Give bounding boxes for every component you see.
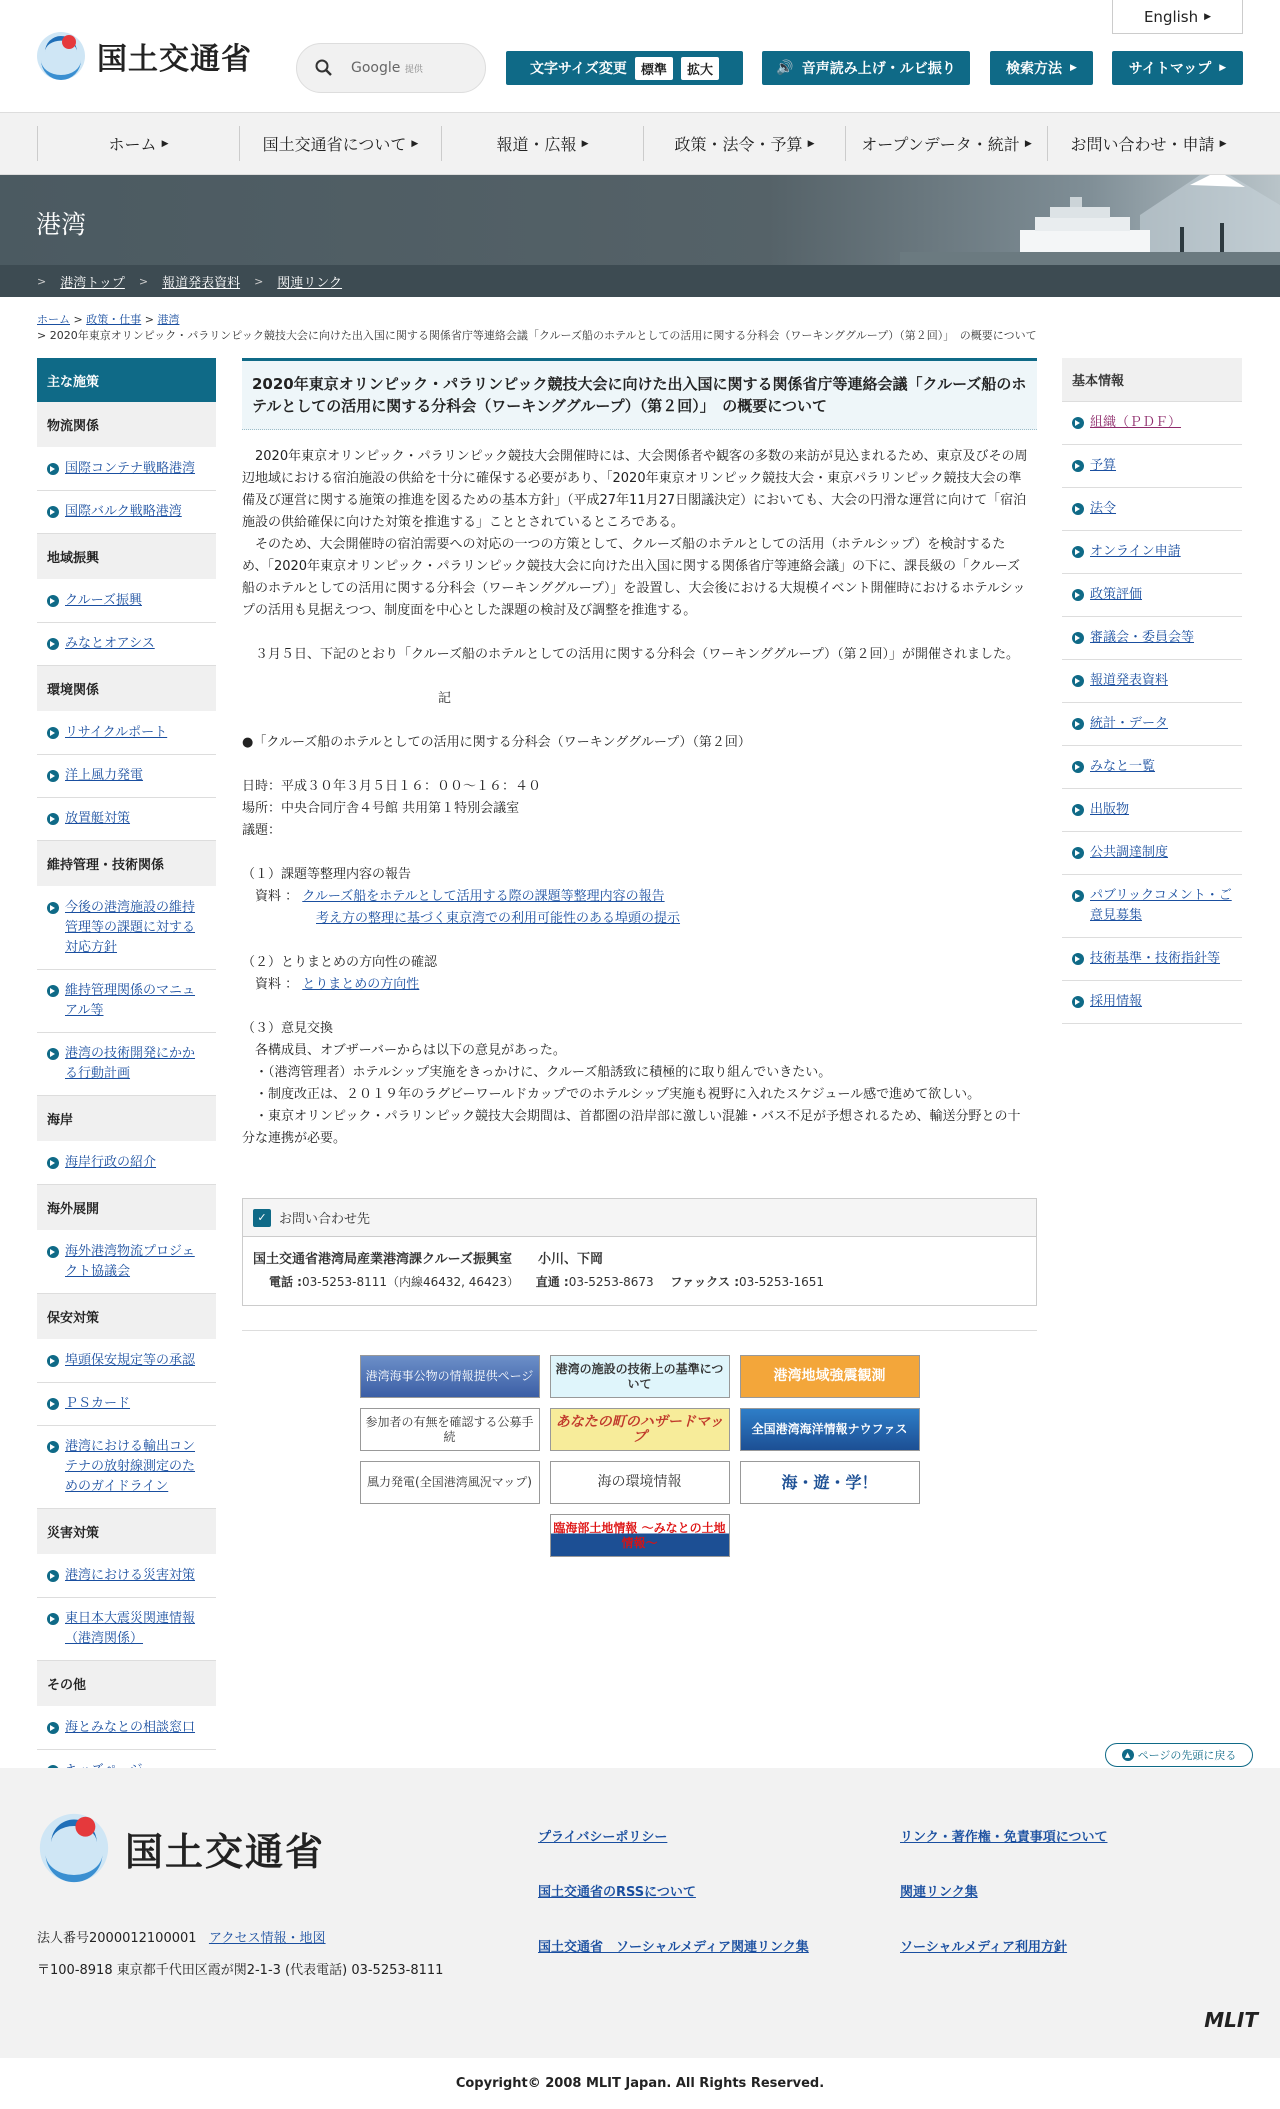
text-size-large-button[interactable]: 拡大 (681, 57, 719, 80)
materials-row (242, 974, 1029, 996)
sidebar-item[interactable] (37, 755, 216, 798)
sidebar-item[interactable] (1062, 574, 1242, 617)
banner-link[interactable] (550, 1514, 730, 1557)
sidebar-item[interactable] (37, 1142, 216, 1185)
footer-link[interactable]: リンク・著作権・免責事項について (900, 1830, 1108, 1845)
main-content (242, 358, 1037, 1557)
logo-text: 国土交通省 (97, 42, 252, 77)
paragraph: 2020年東京オリンピック・パラリンピック競技大会開催時には、大会関係者や観客の多数の来訪が見込まれるため、東京及びその周辺地域における宿泊施設の供給を十分に確保する必要があり、「2020年東京オリンピック競技大会・東京パラリンピック競技大会の準備及び運営に関する施策の推進を図るための基本方針」（平成27年11月27日閣議決定）においても、大会の円滑な運営に向けて「宿泊施設の供給確保に向けた対策を推進する」こととされているところである。 (242, 449, 1028, 530)
footer-link[interactable]: 国土交通省 ソーシャルメディア関連リンク集 (538, 1940, 809, 1955)
arrow-right-icon: ▶ (1070, 63, 1077, 73)
footer-link[interactable]: 関連リンク集 (900, 1885, 978, 1900)
tel-label: 電話 : (269, 1275, 302, 1289)
sidebar-item[interactable] (1062, 402, 1242, 445)
sidebar-link[interactable]: 港湾における災害対策 (65, 1568, 196, 1583)
copyright: Copyright© 2008 MLIT Japan. All Rights Reserved. (455, 2076, 825, 2091)
sidebar-item[interactable] (1062, 981, 1242, 1024)
section-banner (0, 175, 1280, 265)
sidebar-link[interactable]: 公共調達制度 (1090, 845, 1169, 860)
sidebar-link[interactable]: 東日本大震災関連情報（港湾関係） (65, 1611, 196, 1646)
site-logo[interactable] (35, 30, 252, 82)
text-size-control (506, 51, 743, 85)
sidebar-link[interactable]: みなと一覧 (1090, 759, 1156, 774)
page-title: 2020年東京オリンピック・パラリンピック競技大会に向けた出入国に関する関係省庁等連絡会議「クルーズ船のホテルとしての活用に関する分科会（ワーキンググループ）（第２回）」 の概要について (242, 358, 1037, 430)
sidebar-link[interactable]: 統計・データ (1090, 716, 1169, 731)
sidebar-link[interactable]: 港湾の技術開発にかかる行動計画 (65, 1046, 196, 1081)
paragraph: そのため、大会開催時の宿泊需要への対応の一つの方策として、クルーズ船のホテルとしての活用（ホテルシップ）を検討するため、「2020年東京オリンピック・パラリンピック競技大会に向けた出入国に関する関係省庁等連絡会議」の下に、課長級の「クルーズ船のホテルとしての活用に関する分科会（ワーキンググループ）」を設置し、大会後における大規模イベント開催時におけるホテルシップの活用も見据えつつ、制度面を中心とした課題の検討及び調整を推進する。 (242, 537, 1026, 618)
opinion: ・制度改正は、２０１９年のラグビーワールドカップでのホテルシップ実施も視野に入れたスケジュール感で進めて欲しい。 (242, 1087, 981, 1102)
direct-label: 直通 : (535, 1275, 569, 1289)
banner-link[interactable] (360, 1461, 540, 1504)
sidebar-category: 保安対策 (37, 1294, 216, 1340)
subnav-press[interactable]: 報道発表資料 (162, 275, 241, 291)
banner-label: あなたの町のハザードマップ (555, 1413, 724, 1445)
breadcrumb-policy[interactable]: 政策・仕事 (86, 313, 142, 326)
banner-label: 全国港湾海洋情報ナウファス (751, 1422, 908, 1436)
contact-box (242, 1198, 1037, 1306)
arrow-right-icon: ▶ (581, 138, 589, 149)
sidebar-item[interactable] (1062, 531, 1242, 574)
sidebar-item[interactable] (1062, 703, 1242, 746)
right-sidebar (1062, 358, 1242, 1024)
opinion: ・（港湾管理者）ホテルシップ実施をきっかけに、クルーズ船誘致に積極的に取り組んでいきたい。 (242, 1065, 832, 1080)
text-size-label: 文字サイズ変更 (530, 61, 627, 77)
sidebar-item[interactable] (37, 1033, 216, 1096)
footer-logo[interactable] (37, 1808, 325, 1888)
breadcrumb: ホーム > 政策・仕事 > 港湾 > 2020年東京オリンピック・パラリンピック競技大会に向けた出入国に関する関係省庁等連絡会議「クルーズ船のホテルとしての活用に関する分科会（ワーキンググループ）（第２回）」 の概要について (37, 313, 1037, 342)
sidebar-item[interactable] (37, 1598, 216, 1661)
contact-head-label: お問い合わせ先 (279, 1212, 371, 1227)
arrow-right-icon: ▶ (161, 138, 169, 149)
sidebar-link[interactable]: 政策評価 (1090, 587, 1143, 602)
sidebar-item[interactable] (37, 491, 216, 534)
banner-label: 港湾海事公物の情報提供ページ (365, 1369, 534, 1383)
left-sidebar-head: 主な施策 (37, 358, 216, 402)
nav-label: オープンデータ・統計 (861, 135, 1020, 154)
opinion: 各構成員、オブザーバーからは以下の意見があった。 (242, 1043, 566, 1058)
banner-label: 風力発電(全国港湾風況マップ) (367, 1475, 532, 1489)
chevron-icon: > (138, 274, 149, 288)
banner-link[interactable] (740, 1408, 920, 1451)
sidebar-item[interactable] (1062, 488, 1242, 531)
sidebar-link[interactable]: 維持管理関係のマニュアル等 (65, 983, 196, 1018)
materials-label: 資料 ： (242, 889, 299, 904)
sidebar-link[interactable]: 予算 (1090, 458, 1117, 473)
sitemap-label: サイトマップ (1128, 61, 1212, 77)
sidebar-link[interactable]: パブリックコメント・ご意見募集 (1090, 888, 1232, 923)
sidebar-item[interactable] (1062, 445, 1242, 488)
address: 〒100-8918 東京都千代田区霞が関2-1-3 (代表電話) 03-5253-8111 (37, 1963, 444, 1978)
sidebar-link[interactable]: 洋上風力発電 (65, 768, 144, 783)
access-link[interactable]: アクセス情報・地図 (208, 1931, 326, 1946)
material-link[interactable]: クルーズ船をホテルとして活用する際の課題等整理内容の報告 (302, 889, 665, 904)
fax-value: 03-5253-1651 (739, 1275, 825, 1289)
sidebar-link[interactable]: 国際コンテナ戦略港湾 (65, 461, 196, 476)
banner-link[interactable] (550, 1355, 730, 1398)
materials-row (242, 908, 1029, 930)
arrow-right-icon: ▶ (411, 138, 419, 149)
sidebar-item[interactable] (1062, 660, 1242, 703)
sidebar-link[interactable]: 技術基準・技術指針等 (1090, 951, 1221, 966)
sidebar-link[interactable]: 出版物 (1090, 802, 1130, 817)
sidebar-link[interactable]: 海とみなとの相談窓口 (65, 1720, 196, 1735)
sidebar-category: 地域振興 (37, 534, 216, 580)
search-howto-button[interactable] (990, 51, 1093, 85)
opinion: ・東京オリンピック・パラリンピック競技大会期間は、首都圏の沿岸部に激しい混雑・バス不足が予想されるため、輸送分野との十分な連携が必要。 (242, 1109, 1021, 1146)
page-top-button[interactable] (1105, 1743, 1253, 1767)
sitemap-button[interactable] (1112, 51, 1243, 85)
sidebar-item[interactable] (37, 712, 216, 755)
search-provider (351, 60, 423, 76)
sidebar-item[interactable] (37, 580, 216, 623)
arrow-right-icon: ▶ (1219, 138, 1227, 149)
sidebar-link[interactable]: 海岸行政の紹介 (65, 1155, 157, 1170)
section-subnav (0, 265, 1280, 297)
arrow-right-icon: ▶ (1204, 11, 1212, 22)
sidebar-link[interactable]: みなとオアシス (65, 636, 155, 651)
sidebar-link[interactable]: 港湾における輸出コンテナの放射線測定のためのガイドライン (65, 1439, 196, 1494)
mlit-logo-icon (37, 1808, 111, 1888)
ki-label: 記 (438, 691, 452, 706)
sidebar-item[interactable] (37, 798, 216, 841)
sidebar-link[interactable]: 放置艇対策 (65, 811, 131, 826)
sidebar-item[interactable] (37, 1707, 216, 1750)
speaker-icon: 🔊 (776, 60, 794, 76)
corp-number: 法人番号2000012100001 (37, 1931, 197, 1946)
nav-label: ホーム (108, 135, 157, 154)
chevron-icon: > (37, 274, 47, 288)
subnav-port-top[interactable]: 港湾トップ (60, 275, 125, 291)
arrow-right-icon: ▶ (1024, 138, 1032, 149)
subnav-links[interactable]: 関連リンク (277, 275, 343, 291)
agenda-item: （３）意見交換 (242, 1021, 334, 1036)
nav-label: お問い合わせ・申請 (1070, 135, 1215, 154)
chevron-icon: > (254, 274, 264, 288)
sidebar-link[interactable]: 海外港湾物流プロジェクト協議会 (65, 1244, 195, 1279)
sidebar-item[interactable] (1062, 938, 1242, 981)
contact-head (243, 1199, 1036, 1237)
nav-label: 報道・広報 (496, 135, 577, 154)
agenda-item: （１）課題等整理内容の報告 (242, 867, 412, 882)
contact-body (243, 1237, 1036, 1305)
nav-label: 国土交通省について (262, 135, 407, 154)
sidebar-link[interactable]: 報道発表資料 (1090, 673, 1169, 688)
banner-label: 臨海部土地情報 〜みなとの土地情報〜 (553, 1520, 726, 1550)
sidebar-category: 災害対策 (37, 1509, 216, 1555)
nav-label: 政策・法令・予算 (674, 135, 803, 154)
google-label: Google (351, 60, 401, 76)
meeting-place: 場所：中央合同庁舎４号館 共用第１特別会議室 (242, 801, 520, 816)
banner-link[interactable] (740, 1461, 920, 1504)
sidebar-category: その他 (37, 1661, 216, 1707)
howto-label: 検索方法 (1006, 61, 1063, 77)
sidebar-link[interactable]: 法令 (1090, 501, 1117, 516)
banner-link[interactable] (740, 1355, 920, 1398)
provider-label: 提供 (404, 65, 423, 75)
direct-value: 03-5253-8673 (568, 1275, 654, 1289)
material-link[interactable]: 考え方の整理に基づく東京湾での利用可能性のある埠頭の提示 (316, 911, 681, 926)
tel-value: 03-5253-8111（内線46432, 46423） (301, 1275, 519, 1289)
banner-grid (242, 1330, 1037, 1557)
voice-label: 音声読み上げ・ルビ振り (801, 61, 956, 77)
english-label: English (1143, 7, 1199, 26)
materials-row (242, 886, 1029, 908)
materials-label: 資料 ： (242, 977, 299, 992)
footer-info (37, 1923, 443, 1987)
nav-about[interactable] (239, 126, 441, 161)
sidebar-item[interactable] (37, 1383, 216, 1426)
banner-link[interactable] (360, 1408, 540, 1451)
banner-label: 港湾地域強震観測 (773, 1368, 886, 1384)
section-title: 港湾 (36, 210, 87, 239)
right-sidebar-head: 基本情報 (1062, 358, 1242, 402)
sidebar-item[interactable] (1062, 832, 1242, 875)
global-nav (0, 112, 1280, 175)
sidebar-category: 維持管理・技術関係 (37, 841, 216, 887)
sidebar-item[interactable] (37, 623, 216, 666)
sidebar-item[interactable] (1062, 617, 1242, 660)
sidebar-item[interactable] (1062, 875, 1242, 938)
footer-logo-text: 国土交通省 (125, 1829, 326, 1874)
footer-link[interactable]: プライバシーポリシー (538, 1830, 668, 1845)
sidebar-link[interactable]: オンライン申請 (1090, 544, 1181, 559)
sidebar-item[interactable] (37, 1555, 216, 1598)
site-header (0, 0, 1280, 112)
text-size-normal-button[interactable]: 標準 (635, 57, 673, 80)
sidebar-link[interactable]: 今後の港湾施設の維持管理等の課題に対する対応方針 (65, 900, 196, 955)
sidebar-item[interactable] (37, 1426, 216, 1509)
article-body (242, 430, 1037, 1150)
meeting-date: 日時：平成３０年３月５日１６：００～１６：４０ (242, 779, 542, 794)
sidebar-link[interactable]: 組織（ＰＤＦ） (1090, 415, 1182, 430)
nav-press[interactable] (441, 126, 643, 161)
sidebar-category: 海岸 (37, 1096, 216, 1142)
sidebar-item[interactable] (1062, 789, 1242, 832)
nav-home[interactable] (37, 126, 239, 161)
contact-numbers (253, 1271, 1026, 1293)
breadcrumb-port[interactable]: 港湾 (157, 313, 180, 326)
banner-label: 港湾の施設の技術上の基準について (555, 1361, 724, 1391)
footer-links (538, 1826, 1200, 1955)
banner-link[interactable] (550, 1461, 730, 1504)
arrow-up-icon: ▲ (1122, 1749, 1134, 1761)
contact-org: 国土交通省港湾局産業港湾課クルーズ振興室 小川、下岡 (253, 1252, 603, 1267)
phone-icon: ✓ (253, 1209, 271, 1227)
sidebar-item[interactable] (1062, 746, 1242, 789)
banner-link[interactable] (360, 1355, 540, 1398)
banner-label: 海・遊・学！ (781, 1473, 878, 1492)
sidebar-item[interactable] (37, 970, 216, 1033)
sidebar-category: 海外展開 (37, 1185, 216, 1231)
sidebar-link[interactable]: 採用情報 (1090, 994, 1143, 1009)
search-icon (315, 59, 333, 77)
sidebar-category: 物流関係 (37, 402, 216, 448)
footer-link[interactable]: 国土交通省のRSSについて (538, 1885, 696, 1900)
banner-label: 海の環境情報 (597, 1474, 682, 1490)
nav-contact[interactable] (1047, 126, 1249, 161)
search-box[interactable] (296, 43, 486, 93)
sidebar-link[interactable]: クルーズ振興 (65, 593, 142, 608)
sidebar-link[interactable]: リサイクルポート (65, 725, 168, 740)
agenda-label: 議題： (242, 823, 282, 838)
sidebar-link[interactable]: ＰＳカード (65, 1396, 131, 1411)
sidebar-link[interactable]: 審議会・委員会等 (1090, 630, 1195, 645)
sidebar-item[interactable] (37, 1231, 216, 1294)
sidebar-category: 環境関係 (37, 666, 216, 712)
nav-opendata[interactable] (845, 126, 1047, 161)
mlit-wordmark: MLIT (1204, 2008, 1258, 2032)
nav-policy[interactable] (643, 126, 845, 161)
banner-link[interactable] (550, 1408, 730, 1451)
arrow-right-icon: ▶ (807, 138, 815, 149)
sidebar-item[interactable] (37, 1340, 216, 1383)
sidebar-item[interactable] (37, 448, 216, 491)
sidebar-link[interactable]: 国際バルク戦略港湾 (65, 504, 182, 519)
site-footer (0, 1768, 1280, 2058)
mlit-logo-icon (35, 30, 87, 82)
breadcrumb-current: > 2020年東京オリンピック・パラリンピック競技大会に向けた出入国に関する関係省庁等連絡会議「クルーズ船のホテルとしての活用に関する分科会（ワーキンググループ）（第２回）」 の概要について (37, 329, 1037, 342)
english-link[interactable] (1112, 0, 1243, 34)
banner-label: 参加者の有無を確認する公募手続 (365, 1414, 534, 1444)
sidebar-item[interactable] (37, 887, 216, 970)
fax-label: ファックス : (670, 1275, 740, 1289)
voice-reading-button[interactable] (762, 51, 970, 85)
arrow-right-icon: ▶ (1219, 63, 1227, 73)
page-top-label: ページの先頭に戻る (1137, 1749, 1237, 1762)
breadcrumb-home[interactable]: ホーム (37, 313, 70, 326)
material-link[interactable]: とりまとめの方向性 (302, 977, 420, 992)
agenda-item: （２）とりまとめの方向性の確認 (242, 955, 438, 970)
footer-link[interactable]: ソーシャルメディア利用方針 (900, 1940, 1068, 1955)
paragraph: ３月５日、下記のとおり「クルーズ船のホテルとしての活用に関する分科会（ワーキンググループ）（第２回）」が開催されました。 (242, 647, 1020, 662)
meeting-name: ●「クルーズ船のホテルとしての活用に関する分科会（ワーキンググループ）（第２回） (242, 735, 751, 750)
left-sidebar (37, 358, 216, 1793)
cruise-ship-image (900, 175, 1280, 265)
sidebar-link[interactable]: 埠頭保安規定等の承認 (65, 1353, 196, 1368)
